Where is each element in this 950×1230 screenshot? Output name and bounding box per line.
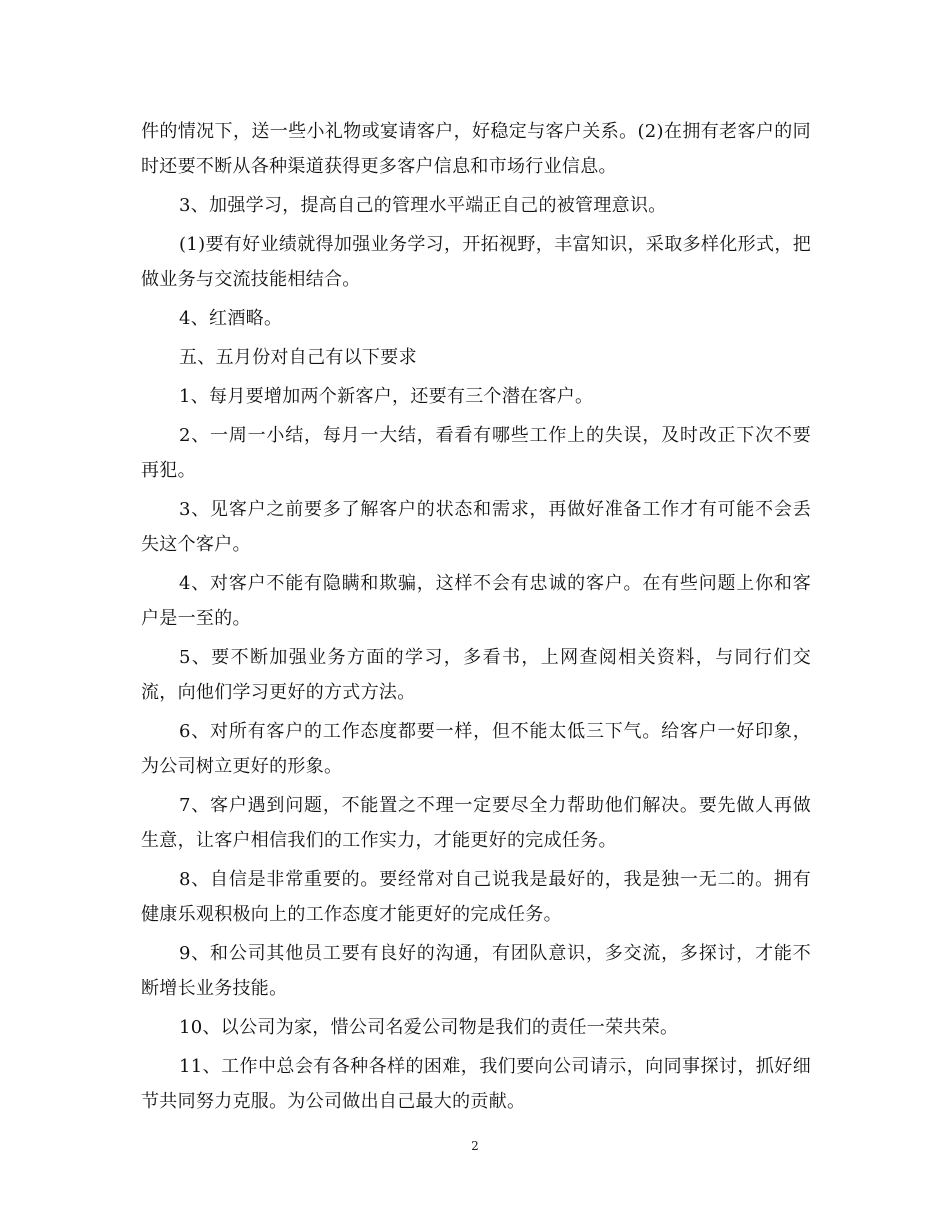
paragraph: 4、红酒略。: [179, 308, 283, 329]
paragraph: 11、工作中总会有各种各样的困难，我们要向公司请示，向同事探讨，抓好细节共同努力克服。为公司做出自己最大的贡献。: [141, 1056, 811, 1112]
paragraph: 3、见客户之前要多了解客户的状态和需求，再做好准备工作才有可能不会丢失这个客户。: [141, 499, 811, 555]
paragraph: 2、一周一小结，每月一大结，看看有哪些工作上的失误，及时改正下次不要再犯。: [141, 425, 811, 481]
paragraph: 10、以公司为家，惜公司名爱公司物是我们的责任一荣共荣。: [179, 1017, 679, 1038]
paragraph: 1、每月要增加两个新客户，还要有三个潜在客户。: [179, 386, 594, 407]
page-number: 2: [471, 1139, 479, 1153]
paragraph: 7、客户遇到问题，不能置之不理一定要尽全力帮助他们解决。要先做人再做生意，让客户相信我们的工作实力，才能更好的完成任务。: [141, 795, 811, 851]
paragraph: 4、对客户不能有隐瞒和欺骗，这样不会有忠诚的客户。在有些问题上你和客户是一至的。: [141, 573, 811, 629]
paragraph: (1)要有好业绩就得加强业务学习，开拓视野，丰富知识，采取多样化形式，把做业务与交流技能相结合。: [141, 234, 811, 290]
document-body: [141, 114, 811, 1123]
paragraph: 9、和公司其他员工要有良好的沟通，有团队意识，多交流，多探讨，才能不断增长业务技能。: [141, 943, 811, 999]
paragraph: 件的情况下，送一些小礼物或宴请客户，好稳定与客户关系。(2)在拥有老客户的同时还要不断从各种渠道获得更多客户信息和市场行业信息。: [141, 121, 811, 177]
paragraph: 5、要不断加强业务方面的学习，多看书，上网查阅相关资料，与同行们交流，向他们学习更好的方式方法。: [141, 647, 811, 703]
section-heading: 五、五月份对自己有以下要求: [179, 347, 417, 368]
paragraph: 3、加强学习，提高自己的管理水平端正自己的被管理意识。: [179, 195, 667, 216]
paragraph: 8、自信是非常重要的。要经常对自己说我是最好的，我是独一无二的。拥有健康乐观积极向上的工作态度才能更好的完成任务。: [141, 869, 811, 925]
paragraph: 6、对所有客户的工作态度都要一样，但不能太低三下气。给客户一好印象，为公司树立更好的形象。: [141, 721, 811, 777]
